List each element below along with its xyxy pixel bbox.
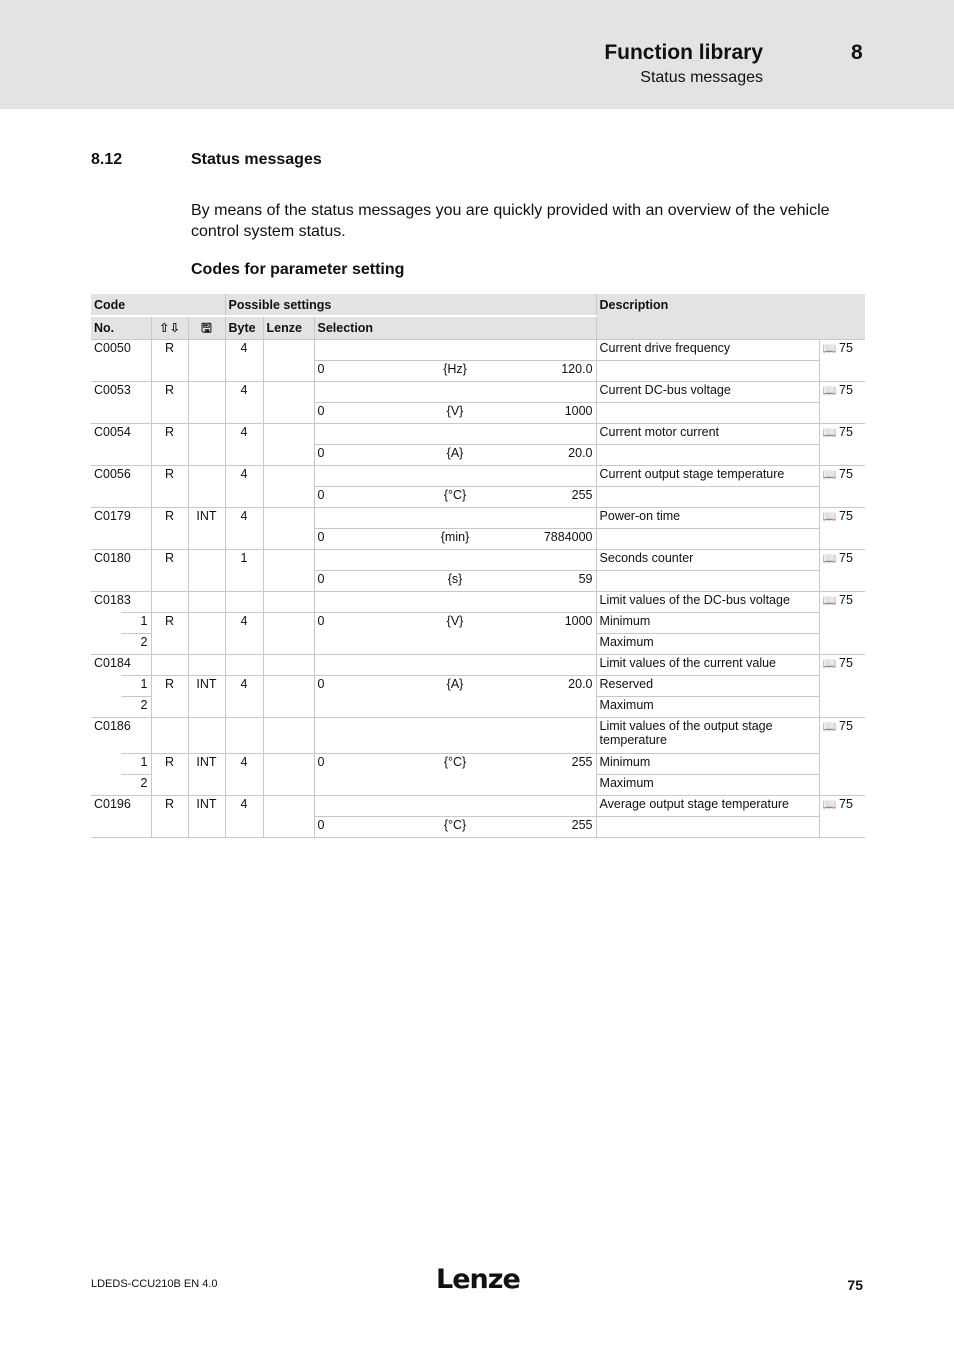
- selection-empty: [314, 465, 596, 486]
- byte-count: 1: [225, 549, 263, 591]
- code-number: C0053: [91, 381, 151, 423]
- page-reference: [819, 507, 865, 549]
- data-type: [188, 654, 225, 675]
- subcode-number: 1: [121, 753, 151, 774]
- description-text: Average output stage temperature: [596, 795, 819, 816]
- access-rw: R: [151, 465, 188, 507]
- page-number: 75: [847, 1277, 863, 1293]
- book-icon: 📖: [822, 342, 837, 355]
- indent-spacer: [91, 696, 121, 717]
- byte-count: 4: [225, 795, 263, 837]
- data-type: [188, 612, 225, 654]
- header-code: Code: [91, 294, 225, 316]
- selection-min: 0: [317, 817, 325, 832]
- reference-page-number: 75: [839, 382, 853, 397]
- description-text: Limit values of the current value: [596, 654, 819, 675]
- selection-empty: [314, 423, 596, 444]
- description-empty: [596, 486, 819, 507]
- page-reference-link[interactable]: [823, 383, 853, 397]
- table-subrow: [91, 612, 865, 633]
- selection-min: 0: [317, 487, 325, 502]
- document-id: LDEDS-CCU210B EN 4.0: [91, 1278, 218, 1290]
- data-type: [188, 423, 225, 465]
- selection-empty: [314, 381, 596, 402]
- selection-empty: [314, 339, 596, 360]
- save-icon: 🖫: [188, 316, 225, 339]
- description-text: Maximum: [596, 696, 819, 717]
- reference-page-number: 75: [839, 508, 853, 523]
- lenze-setting: [263, 654, 314, 675]
- page-reference-link[interactable]: [823, 467, 853, 481]
- description-text: Minimum: [596, 612, 819, 633]
- header-no: No.: [91, 316, 151, 339]
- selection-min: 0: [317, 754, 325, 769]
- selection-range: [314, 444, 596, 465]
- description-text: Current output stage temperature: [596, 465, 819, 486]
- byte-count: 4: [225, 675, 263, 717]
- read-write-icon: ⇧⇩: [151, 316, 188, 339]
- selection-empty: [314, 654, 596, 675]
- parameter-table: [91, 294, 865, 838]
- indent-spacer: [91, 774, 121, 795]
- selection-range: [314, 528, 596, 549]
- selection-unit: {°C}: [443, 487, 467, 502]
- data-type: INT: [188, 507, 225, 549]
- table-subrow: [91, 675, 865, 696]
- selection-max: 7884000: [543, 529, 593, 544]
- selection-unit: {V}: [446, 403, 464, 418]
- selection-empty: [314, 717, 596, 753]
- lenze-setting: [263, 675, 314, 717]
- selection-unit: {s}: [447, 571, 463, 586]
- lenze-setting: [263, 549, 314, 591]
- selection-range: [314, 486, 596, 507]
- selection-empty: [314, 549, 596, 570]
- table-heading: Codes for parameter setting: [191, 261, 405, 278]
- book-icon: 📖: [822, 657, 837, 670]
- subcode-number: 2: [121, 696, 151, 717]
- description-text: Reserved: [596, 675, 819, 696]
- lenze-setting: [263, 795, 314, 837]
- code-number: C0184: [91, 654, 151, 675]
- code-number: C0183: [91, 591, 151, 612]
- selection-min: 0: [317, 571, 325, 586]
- chapter-number: 8: [851, 41, 863, 64]
- indent-spacer: [91, 675, 121, 696]
- byte-count: 4: [225, 381, 263, 423]
- page-reference: [819, 465, 865, 507]
- access-rw: R: [151, 753, 188, 795]
- data-type: [188, 717, 225, 753]
- selection-min: 0: [317, 445, 325, 460]
- description-empty: [596, 360, 819, 381]
- byte-count: 4: [225, 423, 263, 465]
- selection-unit: {V}: [446, 613, 464, 628]
- data-type: INT: [188, 753, 225, 795]
- description-text: Limit values of the output stage temperature: [596, 717, 819, 753]
- selection-range: [314, 402, 596, 423]
- reference-page-number: 75: [839, 424, 853, 439]
- page-reference: [819, 549, 865, 591]
- selection-max: 1000: [564, 613, 593, 628]
- access-rw: R: [151, 549, 188, 591]
- lenze-logo: Lenze: [436, 1264, 520, 1295]
- reference-page-number: 75: [839, 466, 853, 481]
- table-row: [91, 591, 865, 612]
- code-number: C0196: [91, 795, 151, 837]
- description-text: Current DC-bus voltage: [596, 381, 819, 402]
- description-empty: [596, 402, 819, 423]
- byte-count: [225, 591, 263, 612]
- selection-max: 255: [571, 487, 593, 502]
- reference-page-number: 75: [839, 655, 853, 670]
- lenze-setting: [263, 612, 314, 654]
- selection-empty: [314, 591, 596, 612]
- indent-spacer: [91, 753, 121, 774]
- code-number: C0186: [91, 717, 151, 753]
- description-text: Power-on time: [596, 507, 819, 528]
- chapter-subtitle: Status messages: [640, 69, 763, 86]
- code-number: C0179: [91, 507, 151, 549]
- selection-max: 20.0: [568, 445, 593, 460]
- indent-spacer: [91, 612, 121, 633]
- book-icon: 📖: [822, 798, 837, 811]
- page-reference: [819, 654, 865, 717]
- reference-page-number: 75: [839, 340, 853, 355]
- lenze-setting: [263, 465, 314, 507]
- book-icon: 📖: [822, 384, 837, 397]
- page-header: [0, 0, 954, 109]
- section-title: Status messages: [191, 151, 322, 168]
- code-number: C0054: [91, 423, 151, 465]
- selection-unit: {°C}: [443, 817, 467, 832]
- header-lenze: Lenze: [263, 316, 314, 339]
- data-type: [188, 381, 225, 423]
- code-number: C0180: [91, 549, 151, 591]
- reference-page-number: 75: [839, 718, 853, 733]
- table-header-row: [91, 294, 865, 316]
- page-reference-link[interactable]: [823, 341, 853, 355]
- page-reference: [819, 339, 865, 381]
- selection-max: 255: [571, 817, 593, 832]
- byte-count: 4: [225, 612, 263, 654]
- data-type: INT: [188, 795, 225, 837]
- page-reference: [819, 795, 865, 837]
- lenze-setting: [263, 339, 314, 381]
- selection-unit: {°C}: [443, 754, 467, 769]
- section-number: 8.12: [91, 151, 123, 168]
- selection-min: 0: [317, 361, 325, 376]
- lenze-setting: [263, 423, 314, 465]
- table-row: [91, 717, 865, 753]
- selection-range: [314, 612, 596, 654]
- table-row: [91, 423, 865, 444]
- selection-min: 0: [317, 529, 325, 544]
- description-text: Minimum: [596, 753, 819, 774]
- subcode-number: 1: [121, 612, 151, 633]
- page-reference-link[interactable]: [823, 656, 853, 670]
- subcode-number: 1: [121, 675, 151, 696]
- data-type: [188, 549, 225, 591]
- byte-count: 4: [225, 753, 263, 795]
- book-icon: 📖: [822, 510, 837, 523]
- table-row: [91, 654, 865, 675]
- table-subrow: [91, 753, 865, 774]
- access-rw: [151, 591, 188, 612]
- book-icon: 📖: [822, 468, 837, 481]
- selection-empty: [314, 795, 596, 816]
- access-rw: R: [151, 381, 188, 423]
- description-empty: [596, 528, 819, 549]
- selection-max: 1000: [564, 403, 593, 418]
- description-text: Current motor current: [596, 423, 819, 444]
- selection-unit: {A}: [446, 676, 464, 691]
- book-icon: 📖: [822, 594, 837, 607]
- code-number: C0056: [91, 465, 151, 507]
- lenze-setting: [263, 507, 314, 549]
- code-number: C0050: [91, 339, 151, 381]
- header-possible-settings: Possible settings: [225, 294, 596, 316]
- table-row: [91, 549, 865, 570]
- lenze-setting: [263, 717, 314, 753]
- selection-range: [314, 753, 596, 795]
- selection-empty: [314, 507, 596, 528]
- description-text: Seconds counter: [596, 549, 819, 570]
- access-rw: [151, 654, 188, 675]
- page-reference-link[interactable]: [823, 551, 853, 565]
- selection-range: [314, 360, 596, 381]
- byte-count: 4: [225, 339, 263, 381]
- selection-unit: {min}: [440, 529, 470, 544]
- selection-min: 0: [317, 676, 325, 691]
- access-rw: [151, 717, 188, 753]
- indent-spacer: [91, 633, 121, 654]
- intro-paragraph: By means of the status messages you are quickly provided with an overview of the vehicle control system status.: [191, 202, 830, 240]
- access-rw: R: [151, 423, 188, 465]
- access-rw: R: [151, 339, 188, 381]
- table-row: [91, 465, 865, 486]
- description-empty: [596, 816, 819, 837]
- data-type: [188, 591, 225, 612]
- selection-min: 0: [317, 613, 325, 628]
- byte-count: [225, 717, 263, 753]
- byte-count: 4: [225, 465, 263, 507]
- table-row: [91, 795, 865, 816]
- book-icon: 📖: [822, 720, 837, 733]
- header-byte: Byte: [225, 316, 263, 339]
- lenze-setting: [263, 753, 314, 795]
- page-reference: [819, 381, 865, 423]
- page-reference: [819, 717, 865, 795]
- page-reference: [819, 591, 865, 654]
- data-type: [188, 339, 225, 381]
- description-text: Limit values of the DC-bus voltage: [596, 591, 819, 612]
- selection-max: 59: [578, 571, 593, 586]
- access-rw: R: [151, 507, 188, 549]
- page-reference-link[interactable]: [823, 593, 853, 607]
- lenze-setting: [263, 591, 314, 612]
- table-row: [91, 507, 865, 528]
- table-row: [91, 339, 865, 360]
- description-empty: [596, 444, 819, 465]
- page-reference-link[interactable]: [823, 719, 853, 733]
- selection-unit: {Hz}: [443, 361, 467, 376]
- reference-page-number: 75: [839, 592, 853, 607]
- access-rw: R: [151, 675, 188, 717]
- selection-range: [314, 675, 596, 717]
- page-reference: [819, 423, 865, 465]
- description-text: Maximum: [596, 633, 819, 654]
- selection-range: [314, 570, 596, 591]
- page-reference-link[interactable]: [823, 797, 853, 811]
- lenze-setting: [263, 381, 314, 423]
- page-reference-link[interactable]: [823, 425, 853, 439]
- header-description: Description: [596, 294, 865, 339]
- selection-unit: {A}: [446, 445, 464, 460]
- book-icon: 📖: [822, 426, 837, 439]
- description-empty: [596, 570, 819, 591]
- selection-max: 255: [571, 754, 593, 769]
- selection-min: 0: [317, 403, 325, 418]
- byte-count: 4: [225, 507, 263, 549]
- subcode-number: 2: [121, 774, 151, 795]
- selection-range: [314, 816, 596, 837]
- page-reference-link[interactable]: [823, 509, 853, 523]
- subcode-number: 2: [121, 633, 151, 654]
- byte-count: [225, 654, 263, 675]
- description-text: Current drive frequency: [596, 339, 819, 360]
- access-rw: R: [151, 795, 188, 837]
- data-type: INT: [188, 675, 225, 717]
- access-rw: R: [151, 612, 188, 654]
- reference-page-number: 75: [839, 796, 853, 811]
- data-type: [188, 465, 225, 507]
- reference-page-number: 75: [839, 550, 853, 565]
- chapter-title: Function library: [604, 41, 763, 64]
- selection-max: 120.0: [561, 361, 593, 376]
- description-text: Maximum: [596, 774, 819, 795]
- header-selection: Selection: [314, 316, 596, 339]
- book-icon: 📖: [822, 552, 837, 565]
- selection-max: 20.0: [568, 676, 593, 691]
- table-row: [91, 381, 865, 402]
